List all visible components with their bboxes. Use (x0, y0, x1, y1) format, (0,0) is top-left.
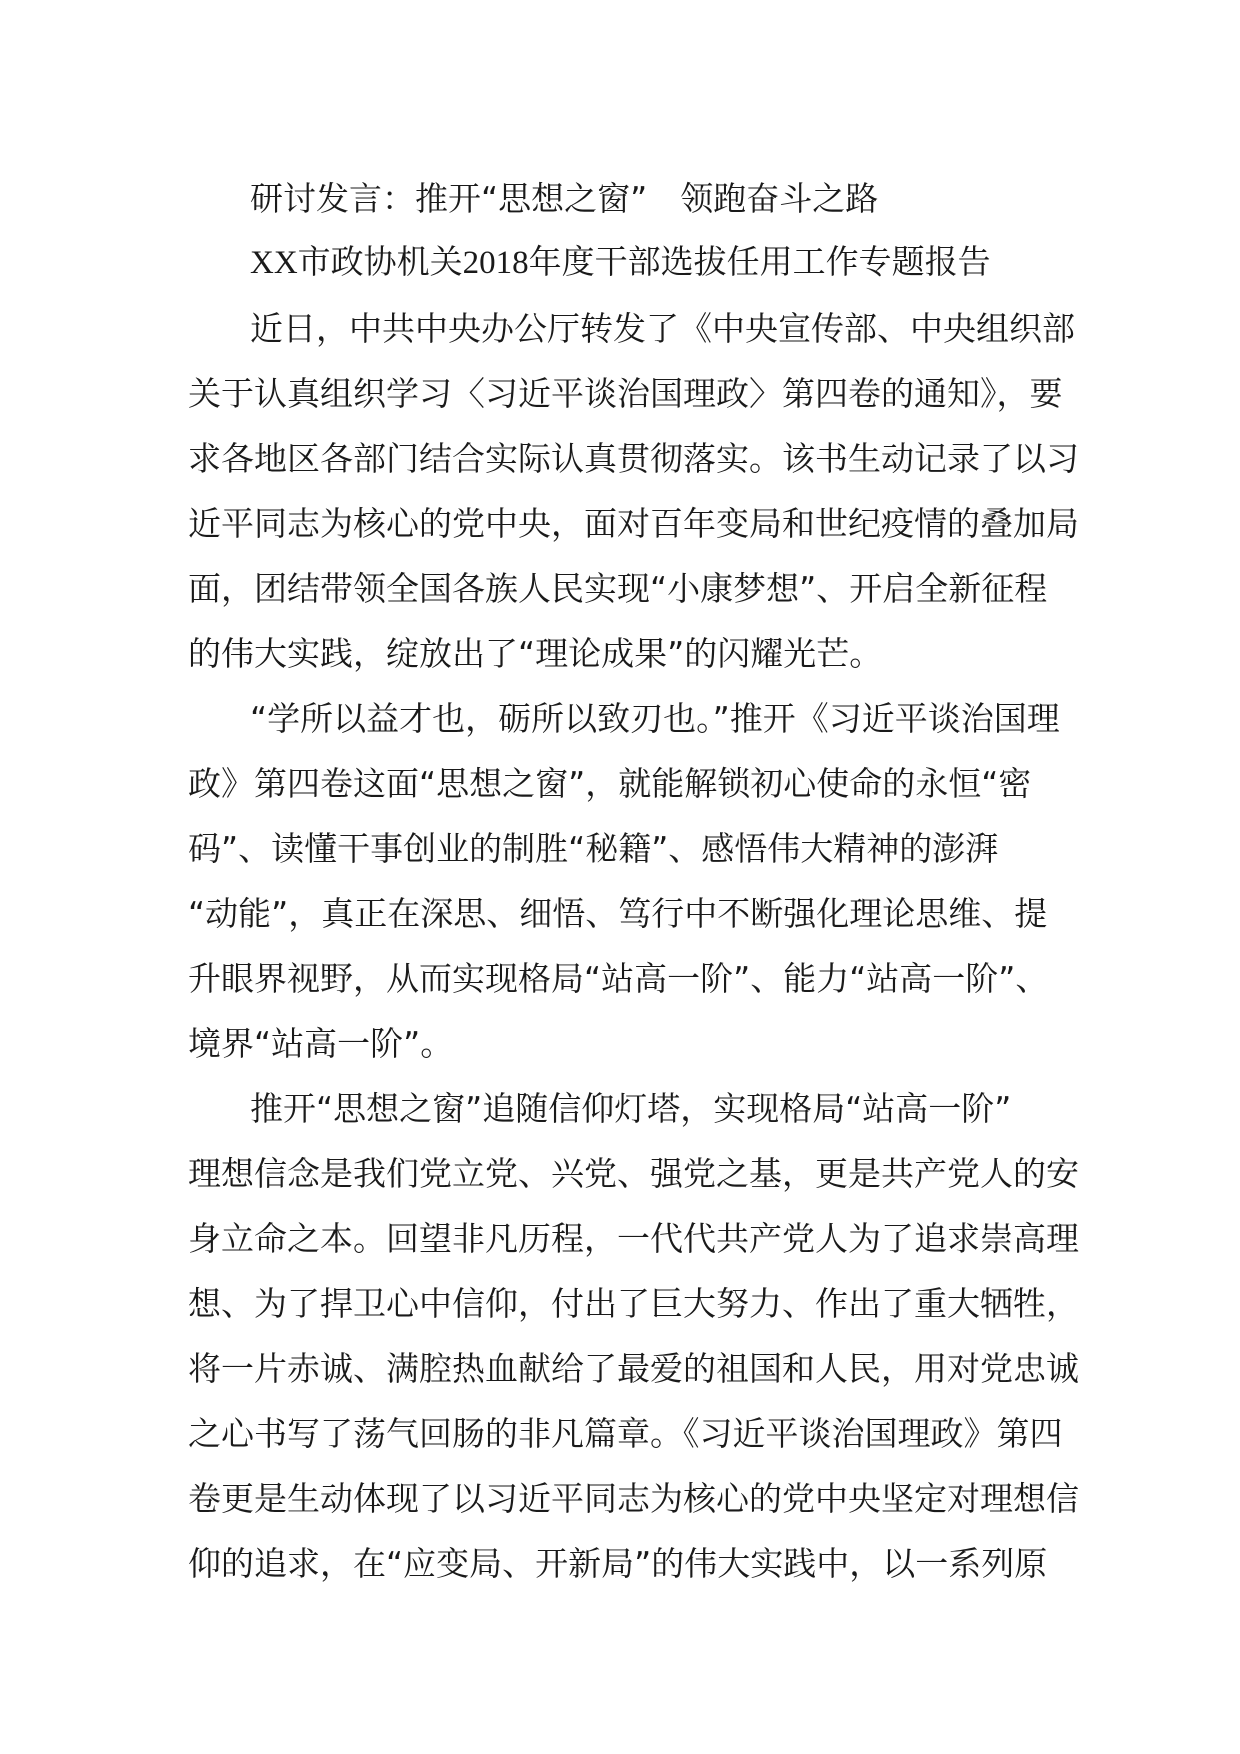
paragraph-3-line-1: 理想信念是我们党立党、兴党、强党之基，更是共产党人的安 (188, 1154, 1079, 1193)
paragraph-1-line-4: 近平同志为核心的党中央，面对百年变局和世纪疫情的叠加局 (188, 504, 1079, 543)
paragraph-1-line-6: 的伟大实践，绽放出了“理论成果”的闪耀光芒。 (188, 634, 883, 673)
document-title: 研讨发言：推开“思想之窗” 领跑奋斗之路 (250, 179, 879, 218)
paragraph-3-line-2: 身立命之本。回望非凡历程，一代代共产党人为了追求崇高理 (188, 1219, 1079, 1258)
document-subtitle: XX市政协机关2018年度干部选拔任用工作专题报告 (250, 245, 991, 281)
paragraph-2-line-3: 码”、读懂干事创业的制胜“秘籍”、感悟伟大精神的澎湃 (188, 829, 999, 868)
paragraph-1-line-5: 面，团结带领全国各族人民实现“小康梦想”、开启全新征程 (188, 569, 1048, 608)
paragraph-2-line-2: 政》第四卷这面“思想之窗”，就能解锁初心使命的永恒“密 (188, 764, 1032, 803)
paragraph-3-line-4: 将一片赤诚、满腔热血献给了最爱的祖国和人民，用对党忠诚 (188, 1349, 1079, 1388)
paragraph-3-line-6: 卷更是生动体现了以习近平同志为核心的党中央坚定对理想信 (188, 1479, 1079, 1518)
paragraph-2-line-1: “学所以益才也，砺所以致刃也。”推开《习近平谈治国理 (250, 699, 1060, 738)
paragraph-3-line-5: 之心书写了荡气回肠的非凡篇章。《习近平谈治国理政》第四 (188, 1414, 1063, 1453)
document-body (188, 166, 1079, 1596)
paragraph-1-line-3: 求各地区各部门结合实际认真贯彻落实。该书生动记录了以习 (188, 439, 1079, 478)
paragraph-1-line-1: 近日，中共中央办公厅转发了《中央宣传部、中央组织部 (250, 309, 1075, 348)
paragraph-1-line-2: 关于认真组织学习〈习近平谈治国理政〉第四卷的通知》，要 (188, 374, 1063, 413)
paragraph-3-line-7: 仰的追求，在“应变局、开新局”的伟大实践中，以一系列原 (188, 1544, 1048, 1583)
paragraph-3-line-3: 想、为了捍卫心中信仰，付出了巨大努力、作出了重大牺牲， (188, 1284, 1079, 1323)
paragraph-2-line-4: “动能”，真正在深思、细悟、笃行中不断强化理论思维、提 (188, 894, 1048, 933)
section-heading: 推开“思想之窗”追随信仰灯塔，实现格局“站高一阶” (250, 1089, 1012, 1128)
paragraph-2-line-6: 境界“站高一阶”。 (188, 1024, 454, 1063)
paragraph-2-line-5: 升眼界视野，从而实现格局“站高一阶”、能力“站高一阶”、 (188, 959, 1049, 998)
